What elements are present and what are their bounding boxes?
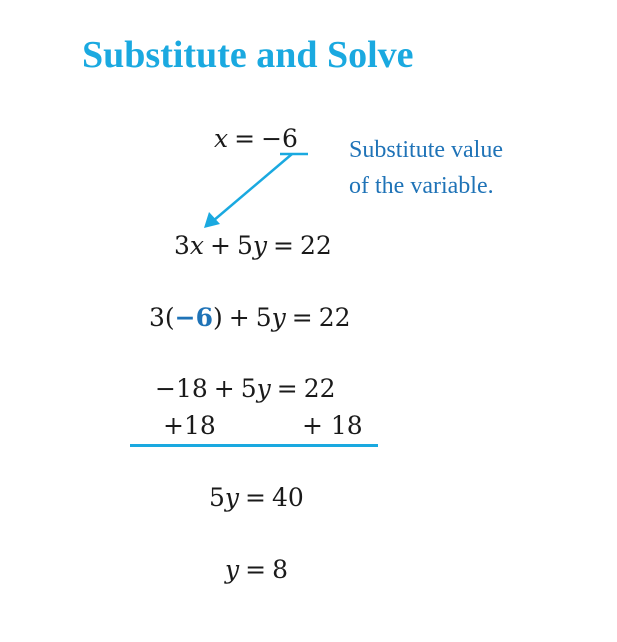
page-title: Substitute and Solve <box>82 34 414 76</box>
coef-3-paren: 3( <box>149 303 175 332</box>
sum-rule-line <box>130 444 378 447</box>
solution-equation <box>225 557 288 582</box>
equals-sign: = <box>291 303 313 332</box>
equals-sign: = <box>245 483 266 512</box>
coef-3: 3 <box>174 231 190 260</box>
equals-sign: = <box>245 555 267 584</box>
close-paren: ) <box>213 303 223 332</box>
rhs-value: 40 <box>271 483 304 512</box>
variable-x: x <box>189 231 205 260</box>
variable-y: y <box>256 374 271 403</box>
rhs-value: 22 <box>303 374 336 403</box>
substitution-arrow-icon <box>200 148 312 230</box>
coef-5: 5 <box>236 231 253 260</box>
rhs-value: 22 <box>318 303 351 332</box>
plus-sign: + <box>228 303 250 332</box>
given-variable: x <box>214 124 229 153</box>
add-18-left: +18 <box>163 411 216 440</box>
coef-5: 5 <box>209 483 225 512</box>
note-line-2: of the variable. <box>349 173 494 199</box>
arrow-shaft <box>213 154 292 221</box>
constant-neg-18: −18 <box>155 374 208 403</box>
coef-5: 5 <box>255 303 272 332</box>
add-18-right: + 18 <box>302 411 363 440</box>
plus-sign: + <box>210 231 231 260</box>
coef-5: 5 <box>240 374 257 403</box>
note-line-1: Substitute value <box>349 137 503 163</box>
equals-sign: = <box>273 231 294 260</box>
given-equals: = <box>234 124 256 153</box>
equation-step-2 <box>149 305 351 330</box>
given-value: −6 <box>261 124 298 153</box>
equation-step-5 <box>209 485 304 510</box>
variable-y: y <box>271 303 286 332</box>
equation-step-3 <box>155 376 336 401</box>
solution-value: 8 <box>272 555 288 584</box>
substituted-value: −6 <box>174 303 214 332</box>
arrow-head <box>204 212 220 228</box>
substitute-note <box>349 132 503 204</box>
variable-y: y <box>225 555 240 584</box>
rhs-value: 22 <box>299 231 332 260</box>
plus-sign: + <box>213 374 235 403</box>
equals-sign: = <box>276 374 298 403</box>
variable-y: y <box>252 231 267 260</box>
variable-y: y <box>224 483 240 512</box>
equation-step-1 <box>174 233 332 258</box>
